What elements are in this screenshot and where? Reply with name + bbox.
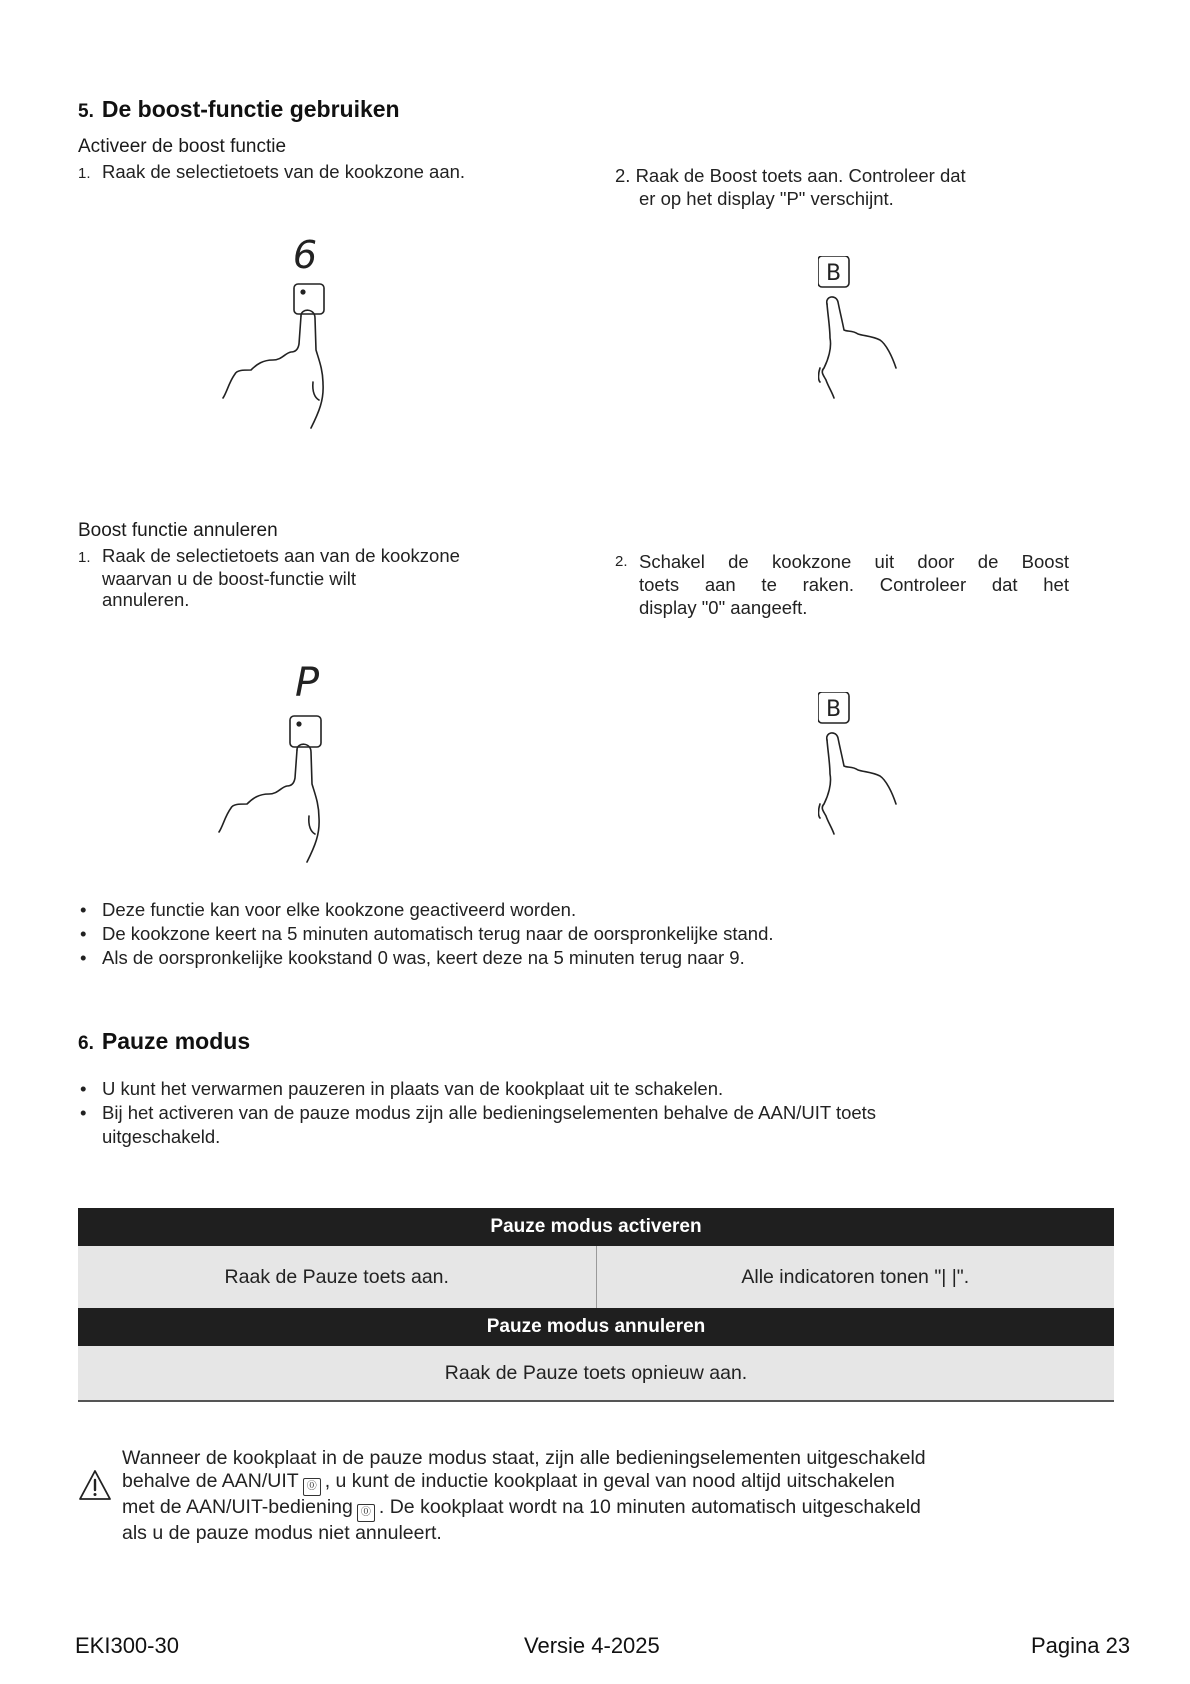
cancel-step-1-line1: Raak de selectietoets aan van de kookzone (102, 545, 460, 566)
boost-key-label: B (825, 261, 842, 286)
activate-step-1 (78, 160, 465, 185)
boost-note-1: • Deze functie kan voor elke kookzone geactiveerd worden. (78, 898, 1118, 922)
cancel-step-2-line3: display "0" aangeeft. (639, 597, 808, 618)
warning-text (122, 1447, 1118, 1544)
section-6-number: 6. (78, 1033, 94, 1054)
boost-key-label-2: B (825, 697, 842, 722)
pause-mode-table (78, 1208, 1114, 1402)
pause-activate-result: Alle indicatoren tonen "| |". (596, 1246, 1115, 1308)
footer-model: EKI300-30 (75, 1633, 179, 1658)
pause-notes-list (78, 1077, 1118, 1149)
section-5-title: De boost-functie gebruiken (101, 96, 400, 122)
activate-step-1-text: Raak de selectietoets van de kookzone aan. (102, 161, 466, 182)
table-row (78, 1246, 1114, 1308)
warning-line-1: Wanneer de kookplaat in de pauze modus staat, zijn alle bedieningselementen uitgeschakeld (122, 1447, 926, 1469)
pause-cancel-header: Pauze modus annuleren (78, 1308, 1114, 1346)
section-5-number: 5. (78, 101, 94, 122)
boost-note-2: • De kookzone keert na 5 minuten automatisch terug naar de oorspronkelijke stand. (78, 922, 1118, 946)
pause-note-2: • Bij het activeren van de pauze modus zijn alle bedieningselementen behalve de AAN/UIT toets (78, 1101, 1118, 1125)
finger-icon-2 (827, 297, 896, 368)
display-letter-p: P (294, 660, 320, 706)
activate-step-2-line2: er op het display "P" verschijnt. (639, 188, 894, 209)
cancel-step-2 (615, 550, 1069, 619)
table-row (78, 1346, 1114, 1400)
warning-icon (78, 1469, 112, 1501)
footer-version: Versie 4-2025 (524, 1633, 660, 1658)
pause-note-1: • U kunt het verwarmen pauzeren in plaats van de kookplaat uit te schakelen. (78, 1077, 1118, 1101)
section-6-title: Pauze modus (101, 1028, 251, 1054)
boost-note-3: • Als de oorspronkelijke kookstand 0 was, keert deze na 5 minuten terug naar 9. (78, 946, 1118, 970)
boost-notes-list (78, 898, 1118, 970)
cancel-step-1 (78, 544, 460, 611)
cancel-step-1-number: 1. (78, 549, 91, 566)
power-icon: ⓪ (357, 1504, 375, 1522)
warning-line-4: als u de pauze modus niet annuleert. (122, 1521, 442, 1544)
section-6-heading (78, 1028, 250, 1055)
section-5-heading (78, 96, 400, 123)
finger-icon-4 (827, 733, 896, 804)
warning-note (78, 1447, 1118, 1544)
select-key-illustration-1 (215, 232, 345, 432)
finger-icon-1 (301, 310, 323, 428)
cancel-step-2-number: 2. (615, 553, 628, 570)
activate-subtitle: Activeer de boost functie (78, 136, 287, 157)
finger-icon-3 (297, 744, 319, 862)
pause-activate-header: Pauze modus activeren (78, 1208, 1114, 1246)
warning-line-3: met de AAN/UIT-bediening ⓪ . De kookplaat wordt na 10 minuten automatisch uitgeschakeld (122, 1496, 1118, 1522)
warning-line-2: behalve de AAN/UIT ⓪ , u kunt de inductie kookplaat in geval van nood altijd uitschakelen (122, 1470, 1118, 1496)
select-key-illustration-2 (213, 660, 343, 865)
select-key-icon (294, 284, 324, 314)
select-key-icon-2 (290, 716, 321, 747)
cancel-step-2-line2: toets aan te raken. Controleer dat het (639, 574, 1069, 595)
pause-cancel-action: Raak de Pauze toets opnieuw aan. (444, 1361, 748, 1384)
pause-note-2-continued: uitgeschakeld. (102, 1126, 221, 1147)
cancel-subtitle: Boost functie annuleren (78, 520, 278, 541)
activate-step-2-line1: 2. Raak de Boost toets aan. Controleer dat (615, 165, 966, 186)
activate-step-1-number: 1. (78, 165, 91, 182)
footer-page-number: Pagina 23 (1031, 1633, 1131, 1658)
cancel-step-2-line1: Schakel de kookzone uit door de Boost (639, 551, 1069, 572)
power-icon: ⓪ (303, 1478, 321, 1496)
boost-key-illustration-2 (818, 692, 928, 852)
cancel-step-1-line2: waarvan u de boost-functie wilt (102, 568, 356, 589)
cancel-step-1-line3: annuleren. (102, 589, 190, 610)
activate-step-2 (615, 164, 966, 210)
boost-key-illustration-1 (818, 256, 928, 416)
display-digit-6: 6 (292, 233, 318, 277)
pause-activate-action: Raak de Pauze toets aan. (224, 1265, 449, 1288)
